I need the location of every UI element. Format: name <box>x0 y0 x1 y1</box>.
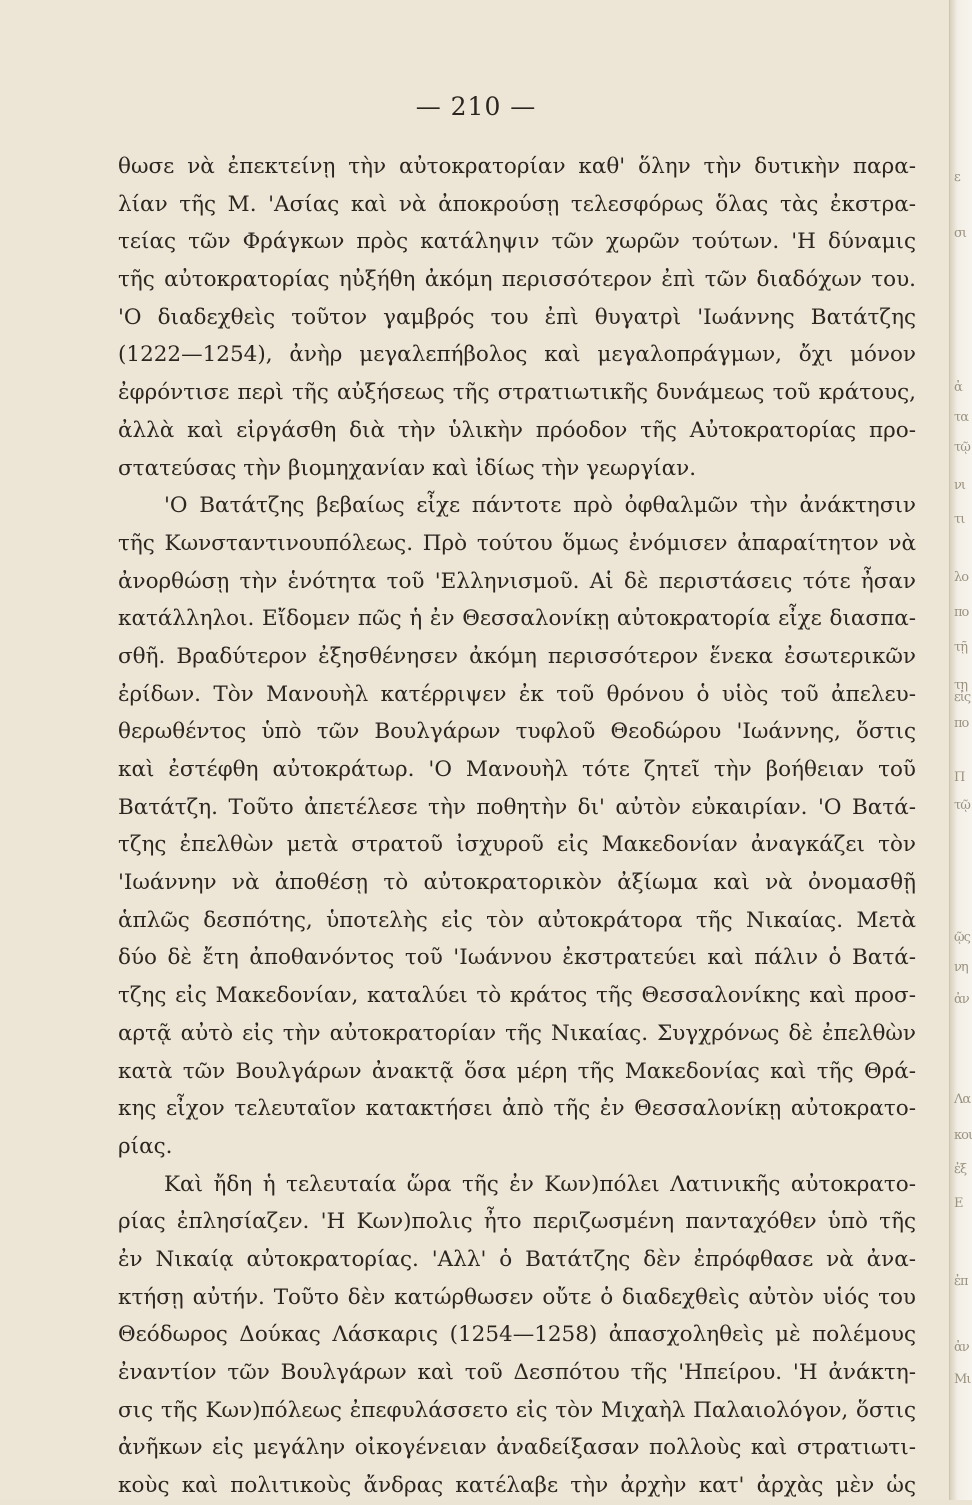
gutter-fragment: τῷ <box>954 440 970 455</box>
gutter-fragment: Π <box>954 770 965 785</box>
text-line: ἀνορθώσῃ τὴν ἑνότητα τοῦ 'Ελληνισμοῦ. Αἱ δὲ περιστάσεις τότε ἦσαν <box>118 568 916 594</box>
gutter-fragment: λο <box>954 570 969 585</box>
gutter-fragment: Ε <box>954 1196 963 1211</box>
text-line: αρτᾷ αὐτὸ εἰς τὴν αὐτοκρατορίαν τῆς Νικαίας. Συγχρόνως δὲ ἐπελθὼν <box>118 1020 916 1046</box>
gutter-fragment: ἀν <box>954 1340 969 1355</box>
text-line: ἀλλὰ καὶ εἰργάσθη διὰ τὴν ὑλικὴν πρόοδον τῆς Αὐτοκρατορίας προ- <box>118 417 916 443</box>
gutter-fragment: τῃ <box>954 678 967 693</box>
gutter-fragment: τα <box>954 410 968 425</box>
page-number: — 210 — <box>415 92 537 121</box>
text-line: σθῆ. Βραδύτερον ἐξησθένησεν ἀκόμη περισσότερον ἕνεκα ἐσωτερικῶν <box>118 643 916 669</box>
text-line: θωσε νὰ ἐπεκτείνῃ τὴν αὐτοκρατορίαν καθ' ὅλην τὴν δυτικὴν παρα- <box>118 154 916 179</box>
text-line: κοὺς καὶ πολιτικοὺς ἄνδρας κατέλαβε τὴν ἀρχὴν κατ' ἀρχὰς μὲν ὡς <box>118 1473 916 1499</box>
text-line: τείας τῶν Φράγκων πρὸς κατάληψιν τῶν χωρῶν τούτων. 'Η δύναμις <box>118 229 916 255</box>
text-line: Βατάτζη. Τοῦτο ἀπετέλεσε τὴν ποθητὴν δι' αὐτὸν εὐκαιρίαν. 'Ο Βατά- <box>118 794 916 820</box>
text-line: κατὰ τῶν Βουλγάρων ἀνακτᾷ ὅσα μέρη τῆς Μακεδονίας καὶ τῆς Θρά- <box>118 1058 916 1084</box>
text-line: λίαν τῆς Μ. 'Ασίας καὶ νὰ ἀποκρούσῃ τελεσφόρως ὅλας τὰς ἐκστρα- <box>118 191 916 217</box>
gutter-fragment: ῷς <box>954 930 970 945</box>
text-line: ἐφρόντισε περὶ τῆς αὐξήσεως τῆς στρατιωτικῆς δυνάμεως τοῦ κράτους, <box>118 380 916 406</box>
text-line: 'Ιωάννην νὰ ἀποθέσῃ τὸ αὐτοκρατορικὸν ἀξίωμα καὶ νὰ ὀνομασθῇ <box>118 870 916 896</box>
gutter-fragment: νι <box>954 478 965 493</box>
text-line: (1222—1254), ἀνὴρ μεγαλεπήβολος καὶ μεγαλοπράγμων, ὄχι μόνον <box>118 342 916 368</box>
text-line: κτήσῃ αὐτήν. Τοῦτο δὲν κατώρθωσεν οὔτε ὁ διαδεχθεὶς αὐτὸν υἱός του <box>118 1284 916 1310</box>
gutter-fragment: τι <box>954 512 965 527</box>
text-line: τζης εἰς Μακεδονίαν, καταλύει τὸ κράτος τῆς Θεσσαλονίκης καὶ προσ- <box>118 983 916 1009</box>
text-line: ἐρίδων. Τὸν Μανουὴλ κατέρριψεν ἐκ τοῦ θρόνου ὁ υἱὸς τοῦ ἀπελευ- <box>118 681 916 707</box>
text-line: στατεύσας τὴν βιομηχανίαν καὶ ἰδίως τὴν γεωργίαν. <box>118 455 697 481</box>
gutter-fragment: τῷ <box>954 798 970 813</box>
text-line: 'Ο διαδεχθεὶς τοῦτον γαμβρός του ἐπὶ θυγατρὶ 'Ιωάννης Βατάτζης <box>118 304 916 330</box>
text-line: τῆς αὐτοκρατορίας ηὐξήθη ἀκόμη περισσότερον ἐπὶ τῶν διαδόχων του. <box>118 267 916 293</box>
gutter-fragment: νη <box>954 960 968 975</box>
text-line: θερωθέντος ὑπὸ τῶν Βουλγάρων τυφλοῦ Θεοδώρου 'Ιωάννης, ὅστις <box>118 719 916 745</box>
text-line: ἐναντίον τῶν Βουλγάρων καὶ τοῦ Δεσπότου τῆς 'Ηπείρου. 'Η ἀνάκτη- <box>118 1360 916 1385</box>
text-line: σις τῆς Κων)πόλεως ἐπεφυλάσσετο εἰς τὸν Μιχαὴλ Παλαιολόγον, ὅστις <box>118 1397 916 1423</box>
text-line: κης εἶχον τελευταῖον κατακτήσει ἀπὸ τῆς ἐν Θεσσαλονίκῃ αὐτοκρατο- <box>118 1096 916 1122</box>
text-line: τῆς Κωνσταντινουπόλεως. Πρὸ τούτου ὅμως ἐνόμισεν ἀπαραίτητον νὰ <box>118 530 916 556</box>
gutter-fragment: κοι <box>954 1128 972 1143</box>
gutter-fragment: Μι <box>954 1372 971 1387</box>
gutter-fragment: εἰς <box>954 690 971 705</box>
text-line: ρίας ἐπλησίαζεν. 'Η Κων)πολις ἦτο περιζωσμένη πανταχόθεν ὑπὸ τῆς <box>118 1209 916 1235</box>
gutter-fragment: ἐπ <box>954 1274 968 1289</box>
gutter-fragment: ἐξ <box>954 1162 967 1177</box>
gutter-fragment: Λα <box>954 1092 971 1107</box>
text-line: τζης ἐπελθὼν μετὰ στρατοῦ ἰσχυροῦ εἰς Μακεδονίαν ἀναγκάζει τὸν <box>118 832 916 858</box>
text-line: ἁπλῶς δεσπότης, ὑποτελὴς εἰς τὸν αὐτοκράτορα τῆς Νικαίας. Μετὰ <box>118 907 916 933</box>
text-line: ἐν Νικαίᾳ αὐτοκρατορίας. 'Αλλ' ὁ Βατάτζης δὲν ἐπρόφθασε νὰ ἀνα- <box>118 1246 916 1272</box>
body-text <box>118 148 916 1505</box>
text-line: ρίας. <box>118 1133 173 1159</box>
paragraph-start: 'Ο Βατάτζης βεβαίως εἶχε πάντοτε πρὸ ὀφθαλμῶν τὴν ἀνάκτησιν <box>164 493 916 519</box>
gutter-fragment: πο <box>954 605 969 620</box>
text-line: δύο δὲ ἔτη ἀποθανόντος τοῦ 'Ιωάννου ἐκστρατεύει καὶ πάλιν ὁ Βατά- <box>118 945 916 971</box>
next-page-edge <box>949 0 972 1500</box>
gutter-fragment: ε <box>954 170 960 185</box>
gutter-fragment: σι <box>954 226 966 241</box>
gutter-fragment: τῇ <box>954 640 967 655</box>
paragraph-start: Καὶ ἤδη ἡ τελευταία ὥρα τῆς ἐν Κων)πόλει Λατινικῆς αὐτοκρατο- <box>164 1171 916 1197</box>
text-line: ἀνῆκων εἰς μεγάλην οἰκογένειαν ἀναδείξασαν πολλοὺς καὶ στρατιωτι- <box>118 1435 916 1461</box>
text-line: κατάλληλοι. Εἴδομεν πῶς ἡ ἐν Θεσσαλονίκῃ αὐτοκρατορία εἶχε διασπα- <box>118 606 916 632</box>
text-line: καὶ ἐστέφθη αὐτοκράτωρ. 'Ο Μανουὴλ τότε ζητεῖ τὴν βοήθειαν τοῦ <box>118 757 916 782</box>
gutter-fragment: ἀ <box>954 380 962 395</box>
gutter-fragment: ἀν <box>954 992 969 1007</box>
text-line: Θεόδωρος Δούκας Λάσκαρις (1254—1258) ἀπασχοληθεὶς μὲ πολέμους <box>118 1322 916 1348</box>
gutter-fragment: πο <box>954 716 969 731</box>
